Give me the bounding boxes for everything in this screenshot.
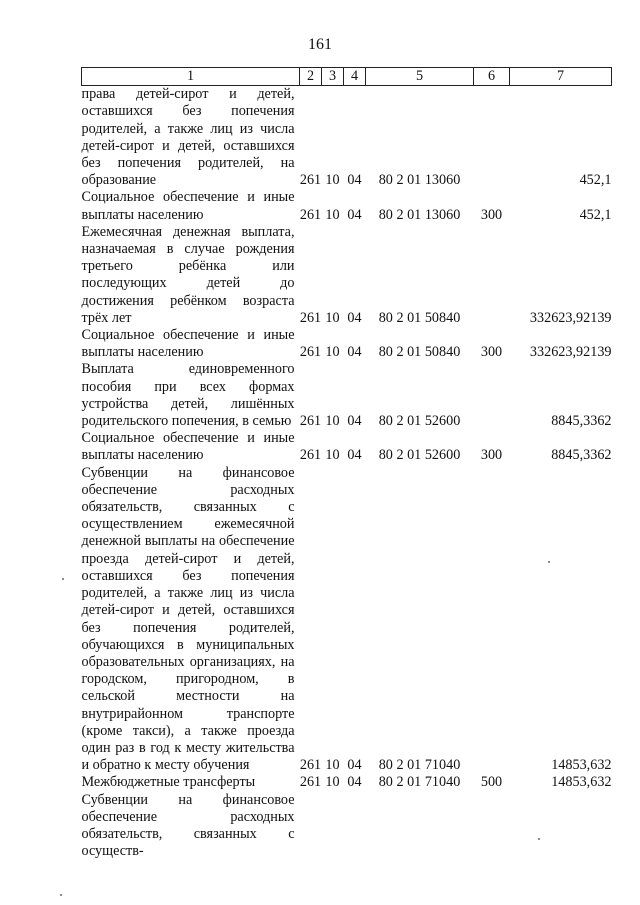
cell-target-article: 80 2 01 71040 (378, 774, 461, 791)
cell-target-article (366, 792, 474, 861)
column-header: 4 (344, 68, 366, 86)
cell-section: 10 (325, 206, 340, 223)
cell-section: 10 (325, 774, 340, 791)
row-description: Субвенции на финансовое обеспечение расходных обязательств, связанных с осуществ- (81, 791, 295, 860)
cell-expense-type (474, 792, 510, 861)
cell-section (322, 792, 344, 861)
cell-subsection: 04 (347, 774, 362, 791)
cell-admin-code: 261 (299, 309, 322, 326)
page-number: 161 (308, 36, 332, 53)
cell-admin-code: 261 (299, 172, 322, 189)
column-header: 5 (366, 68, 474, 86)
cell-subsection: 04 (347, 309, 362, 326)
cell-subsection: 04 (347, 413, 362, 430)
cell-section: 10 (325, 309, 340, 326)
cell-expense-type: 500 (480, 774, 503, 791)
table-row (82, 327, 612, 361)
cell-admin-code: 261 (299, 413, 322, 430)
row-description: Межбюджетные трансферты (81, 774, 256, 791)
column-number-row (82, 68, 612, 86)
cell-subsection: 04 (347, 206, 362, 223)
cell-target-article: 80 2 01 50840 (378, 309, 461, 326)
table-row (82, 189, 612, 223)
column-header: 1 (82, 68, 300, 86)
cell-amount: 332623,92139 (529, 309, 612, 326)
cell-subsection: 04 (347, 447, 362, 464)
cell-expense-type (474, 224, 510, 327)
scan-speck (62, 578, 64, 580)
cell-admin-code: 261 (299, 757, 322, 774)
row-description: Социальное обеспечение и иные выплаты населению (81, 189, 295, 223)
cell-subsection (344, 792, 366, 861)
cell-admin-code: 261 (299, 447, 322, 464)
row-description: Субвенции на финансовое обеспечение расходных обязательств, связанных с осуществлением ежемесячной денежной выплаты на обеспечение проезда детей-сирот и детей, оставшихся без попечения родителей, а также лиц из числа детей-сирот и детей, оставшихся без попечения родителей, обучающихся в муниципальных образовательных организациях, на городском, пригородном, в сельской местности на внутрирайонном транспорте (кроме такси), а также проезда один раз в год к месту жительства и обратно к месту обучения (81, 464, 295, 774)
column-header: 7 (510, 68, 612, 86)
cell-amount: 14853,632 (551, 774, 612, 791)
cell-amount: 8845,3362 (551, 413, 612, 430)
cell-target-article: 80 2 01 13060 (378, 172, 461, 189)
column-header: 3 (322, 68, 344, 86)
cell-section: 10 (325, 413, 340, 430)
cell-subsection: 04 (347, 757, 362, 774)
table-row (82, 774, 612, 791)
scan-speck (548, 561, 550, 563)
table-row (82, 86, 612, 190)
cell-subsection: 04 (347, 344, 362, 361)
column-header: 2 (300, 68, 322, 86)
column-header: 6 (474, 68, 510, 86)
budget-table (81, 67, 612, 860)
cell-admin-code: 261 (299, 774, 322, 791)
cell-expense-type (474, 465, 510, 775)
cell-target-article: 80 2 01 52600 (378, 413, 461, 430)
cell-section: 10 (325, 344, 340, 361)
cell-expense-type: 300 (480, 447, 503, 464)
scan-speck (60, 894, 62, 896)
row-description: Ежемесячная денежная выплата, назначаемая в случае рождения третьего ребёнка или последующих детей до достижения ребёнком возраста трёх лет (81, 223, 295, 326)
cell-amount: 452,1 (579, 206, 612, 223)
cell-amount: 8845,3362 (551, 447, 612, 464)
cell-amount (510, 792, 612, 861)
row-description: Социальное обеспечение и иные выплаты населению (81, 327, 295, 361)
cell-amount: 332623,92139 (529, 344, 612, 361)
cell-subsection: 04 (347, 172, 362, 189)
cell-admin-code: 261 (299, 344, 322, 361)
cell-section: 10 (325, 757, 340, 774)
cell-target-article: 80 2 01 71040 (378, 757, 461, 774)
scan-speck (538, 838, 540, 840)
cell-amount: 452,1 (579, 172, 612, 189)
table-row (82, 361, 612, 430)
cell-target-article: 80 2 01 52600 (378, 447, 461, 464)
table-row (82, 430, 612, 464)
row-description: права детей-сирот и детей, оставшихся без попечения родителей, а также лиц из числа детей-сирот и детей, оставшихся без попечения родителей, на образование (81, 86, 295, 189)
cell-expense-type: 300 (480, 344, 503, 361)
cell-admin-code: 261 (299, 206, 322, 223)
cell-expense-type (474, 361, 510, 430)
cell-expense-type (474, 86, 510, 190)
table-row (82, 465, 612, 775)
row-description: Социальное обеспечение и иные выплаты населению (81, 430, 295, 464)
cell-target-article: 80 2 01 13060 (378, 206, 461, 223)
cell-admin-code (300, 792, 322, 861)
cell-section: 10 (325, 172, 340, 189)
cell-target-article: 80 2 01 50840 (378, 344, 461, 361)
cell-expense-type: 300 (480, 206, 503, 223)
table-row (82, 792, 612, 861)
row-description: Выплата единовременного пособия при всех формах устройства детей, лишённых родительского попечения, в семью (81, 361, 295, 430)
cell-section: 10 (325, 447, 340, 464)
cell-amount: 14853,632 (551, 757, 612, 774)
table-row (82, 224, 612, 327)
